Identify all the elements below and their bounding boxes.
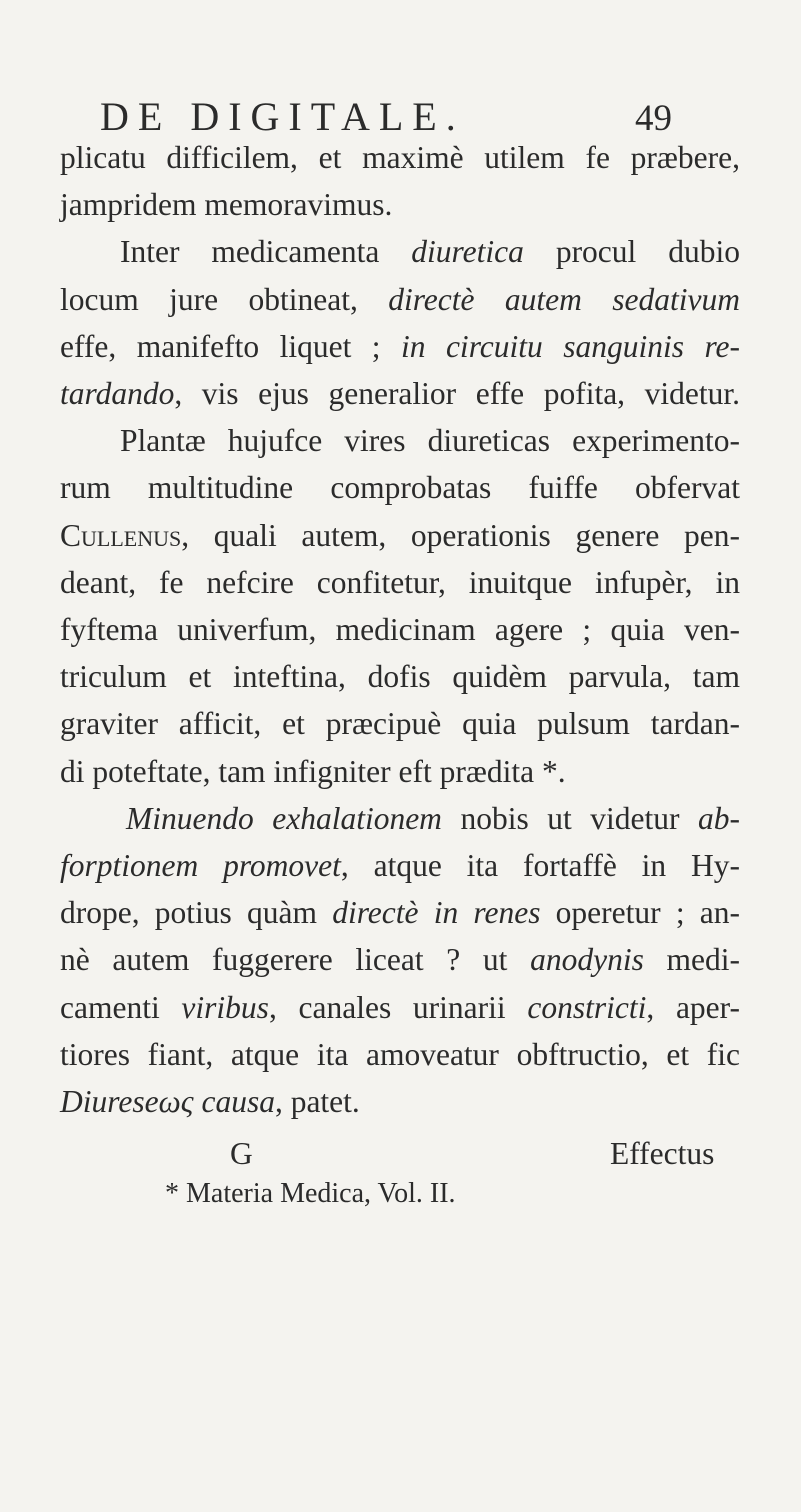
footnote: * Materia Medica, Vol. II. [165,1178,456,1209]
text-line [60,1035,740,1075]
text-line [60,752,740,792]
text-line [60,468,740,508]
text-line [60,138,740,178]
text-run: viribus [181,989,269,1025]
text-line [126,799,740,839]
text-run: effe, manifefto liquet ; [60,328,401,364]
page-number: 49 [635,98,672,139]
signature-mark: G [230,1136,253,1171]
text-line [60,516,740,556]
text-run: directè autem sedativum [388,281,740,317]
text-run: directè in renes [332,895,541,931]
text-line [60,374,740,414]
text-run: Minuendo exhalationem [126,800,442,836]
text-run: Plantæ hujufce vires diureticas experimento- [120,423,740,459]
text-run: nobis ut videtur [441,800,698,836]
text-run: Inter medicamenta [120,234,412,270]
text-line [60,704,740,744]
text-run: procul dubio [523,234,740,270]
text-run: tardando [60,376,175,411]
text-line [60,940,740,980]
text-run: , canales urinarii [268,989,528,1025]
text-run: in circuitu sanguinis re- [401,328,740,364]
text-run: di poteftate, tam infigniter eft prædita *. [60,753,566,789]
text-run: , aper- [646,989,741,1025]
text-line [60,563,740,603]
text-line [60,327,740,367]
text-run: locum jure obtineat, [60,281,389,317]
text-line [60,1082,740,1122]
text-line [60,846,740,886]
text-run: , quali autem, operationis genere pen- [181,517,740,553]
text-run: deant, fe nefcire confitetur, inuitque infupèr, in [60,564,740,600]
text-run: triculum et inteftina, dofis quidèm parvula, tam [60,659,740,695]
text-run: drope, potius quàm [60,895,333,931]
text-line [60,185,740,225]
text-run: , patet. [274,1084,360,1119]
text-line [60,610,740,650]
running-head: DE DIGITALE. [100,94,465,139]
text-run: Diureseως causa [60,1084,275,1119]
text-run: plicatu difficilem, et maximè utilem fe præbere, [60,140,740,175]
text-line [60,988,740,1028]
text-run: operetur ; an- [540,895,740,931]
text-line [60,893,740,933]
text-run: graviter afficit, et præcipuè quia pulsum tardan- [60,706,740,742]
text-run: anodynis [530,942,644,978]
text-line [120,421,740,461]
text-run: forptionem promovet [60,848,341,883]
text-run: medi- [643,942,740,978]
text-run: ab- [698,800,740,836]
text-run: , vis ejus generalior effe pofita, videtur. [174,376,740,411]
catchword: Effectus [610,1136,715,1171]
text-line [60,280,740,320]
text-run: fyftema univerfum, medicinam agere ; quia ven- [60,612,740,647]
text-line [120,232,740,272]
text-run: , atque ita fortaffè in Hy- [340,848,741,883]
text-run: tiores fiant, atque ita amoveatur obftructio, et fic [60,1036,740,1072]
text-run: rum multitudine comprobatas fuiffe obfervat [60,470,740,506]
text-run: diuretica [411,234,524,270]
text-run: jampridem memoravimus. [60,187,393,223]
text-run: constricti [527,989,647,1025]
text-run: nè autem fuggerere liceat ? ut [60,942,531,978]
text-run: camenti [60,989,182,1025]
text-run: Cullenus [60,517,182,553]
text-line [60,657,740,697]
